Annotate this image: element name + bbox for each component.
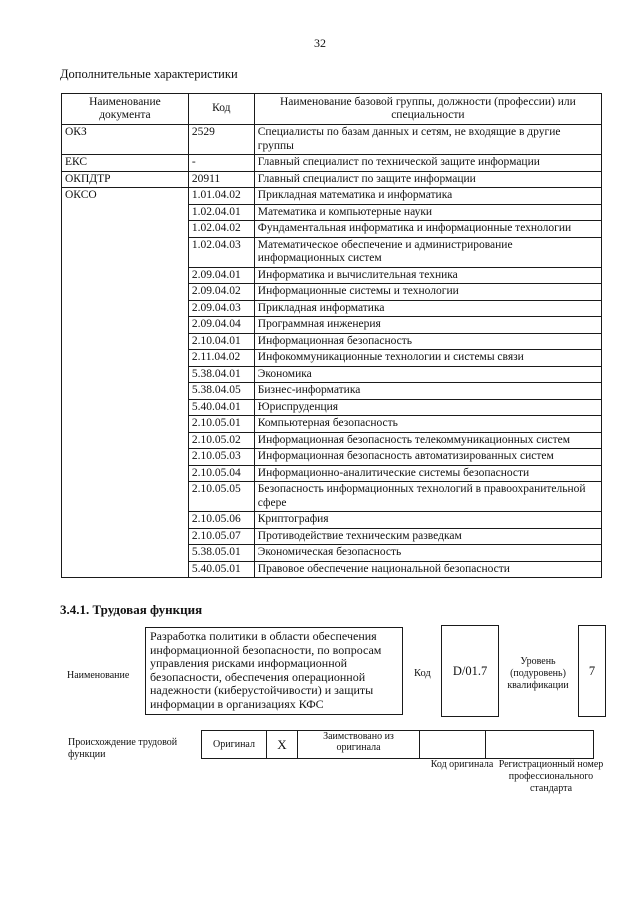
cell-code: 2.09.04.04: [188, 317, 254, 334]
cell-name: Компьютерная безопасность: [254, 416, 601, 433]
cell-code: 1.02.04.03: [188, 237, 254, 267]
level-value: 7: [588, 663, 596, 678]
cell-code: 1.02.04.01: [188, 204, 254, 221]
cell-code: 1.02.04.02: [188, 221, 254, 238]
cell-name: Фундаментальная информатика и информационные технологии: [254, 221, 601, 238]
function-name-box: Разработка политики в области обеспечения информационной безопасности, по вопросам управления рисками информационной безопасности, обеспечения операционной надежности (киберустойчивости) и защиты информации в организациях КФС: [145, 627, 403, 715]
cell-code: 2.10.05.03: [188, 449, 254, 466]
cell-code: 20911: [188, 171, 254, 188]
characteristics-table: [61, 93, 602, 578]
cell-code: 5.38.04.05: [188, 383, 254, 400]
page-number: 32: [314, 36, 326, 50]
reg-number-label: Регистрационный номер профессионального стандарта: [498, 759, 604, 794]
cell-doc: ЕКС: [62, 155, 189, 172]
reg-number-cell: [486, 731, 594, 759]
cell-code: 5.38.04.01: [188, 366, 254, 383]
origin-row: [202, 731, 594, 759]
cell-code: 2.11.04.02: [188, 350, 254, 367]
cell-code: 2.10.05.01: [188, 416, 254, 433]
cell-name: Прикладная математика и информатика: [254, 188, 601, 205]
orig-code-label: Код оригинала: [430, 759, 494, 770]
cell-code: 2.09.04.01: [188, 267, 254, 284]
level-label: Уровень (подуровень) квалификации: [507, 656, 569, 691]
origin-label: Происхождение трудовой функции: [68, 737, 178, 760]
cell-name: Информационная безопасность автоматизированных систем: [254, 449, 601, 466]
cell-code: 2.10.05.04: [188, 465, 254, 482]
cell-code: 5.40.04.01: [188, 399, 254, 416]
code-label: Код: [414, 668, 431, 679]
cell-name: Противодействие техническим разведкам: [254, 528, 601, 545]
cell-name: Главный специалист по защите информации: [254, 171, 601, 188]
cell-name: Главный специалист по технической защите информации: [254, 155, 601, 172]
cell-name: Информационные системы и технологии: [254, 284, 601, 301]
cell-name: Информационно-аналитические системы безопасности: [254, 465, 601, 482]
cell-code: 2.10.05.06: [188, 512, 254, 529]
cell-name: Информатика и вычислительная техника: [254, 267, 601, 284]
cell-code: 2.10.05.07: [188, 528, 254, 545]
cell-code: 2.09.04.03: [188, 300, 254, 317]
cell-name: Криптография: [254, 512, 601, 529]
cell-doc: ОКСО: [62, 188, 189, 578]
cell-name: Математика и компьютерные науки: [254, 204, 601, 221]
orig-code-cell: [420, 731, 486, 759]
cell-name: Безопасность информационных технологий в правоохранительной сфере: [254, 482, 601, 512]
cell-name: Инфокоммуникационные технологии и системы связи: [254, 350, 601, 367]
name-label: Наименование: [67, 670, 130, 681]
cell-name: Экономическая безопасность: [254, 545, 601, 562]
original-label: Оригинал: [202, 731, 267, 759]
function-code-box: [441, 625, 499, 717]
cell-name: Математическое обеспечение и администрирование информационных систем: [254, 237, 601, 267]
function-title: 3.4.1. Трудовая функция: [60, 602, 203, 617]
cell-name: Прикладная информатика: [254, 300, 601, 317]
cell-name: Программная инженерия: [254, 317, 601, 334]
cell-name: Бизнес-информатика: [254, 383, 601, 400]
table-row: [62, 188, 602, 205]
table-row: [62, 155, 602, 172]
level-box: [578, 625, 606, 717]
borrowed-label: Заимствовано из оригинала: [298, 731, 420, 759]
section-heading: Дополнительные характеристики: [60, 67, 238, 81]
cell-code: 2.10.04.01: [188, 333, 254, 350]
cell-code: -: [188, 155, 254, 172]
cell-code: 2.10.05.05: [188, 482, 254, 512]
header-name: Наименование базовой группы, должности (профессии) или специальности: [254, 94, 601, 125]
cell-code: 5.38.05.01: [188, 545, 254, 562]
table-row: [62, 171, 602, 188]
header-code: Код: [188, 94, 254, 125]
table-body: [62, 125, 602, 578]
cell-code: 2.09.04.02: [188, 284, 254, 301]
cell-name: Специалисты по базам данных и сетям, не входящие в другие группы: [254, 125, 601, 155]
cell-code: 5.40.05.01: [188, 561, 254, 578]
cell-name: Информационная безопасность телекоммуникационных систем: [254, 432, 601, 449]
cell-code: 2.10.05.02: [188, 432, 254, 449]
function-code-value: D/01.7: [452, 663, 488, 678]
cell-name: Информационная безопасность: [254, 333, 601, 350]
table-header-row: [62, 94, 602, 125]
header-doc: Наименование документа: [62, 94, 189, 125]
cell-doc: ОКЗ: [62, 125, 189, 155]
cell-name: Правовое обеспечение национальной безопасности: [254, 561, 601, 578]
cell-name: Экономика: [254, 366, 601, 383]
cell-code: 2529: [188, 125, 254, 155]
table-row: [62, 125, 602, 155]
cell-name: Юриспруденция: [254, 399, 601, 416]
cell-doc: ОКПДТР: [62, 171, 189, 188]
cell-code: 1.01.04.02: [188, 188, 254, 205]
original-mark: X: [267, 731, 298, 759]
origin-table: [201, 730, 594, 759]
